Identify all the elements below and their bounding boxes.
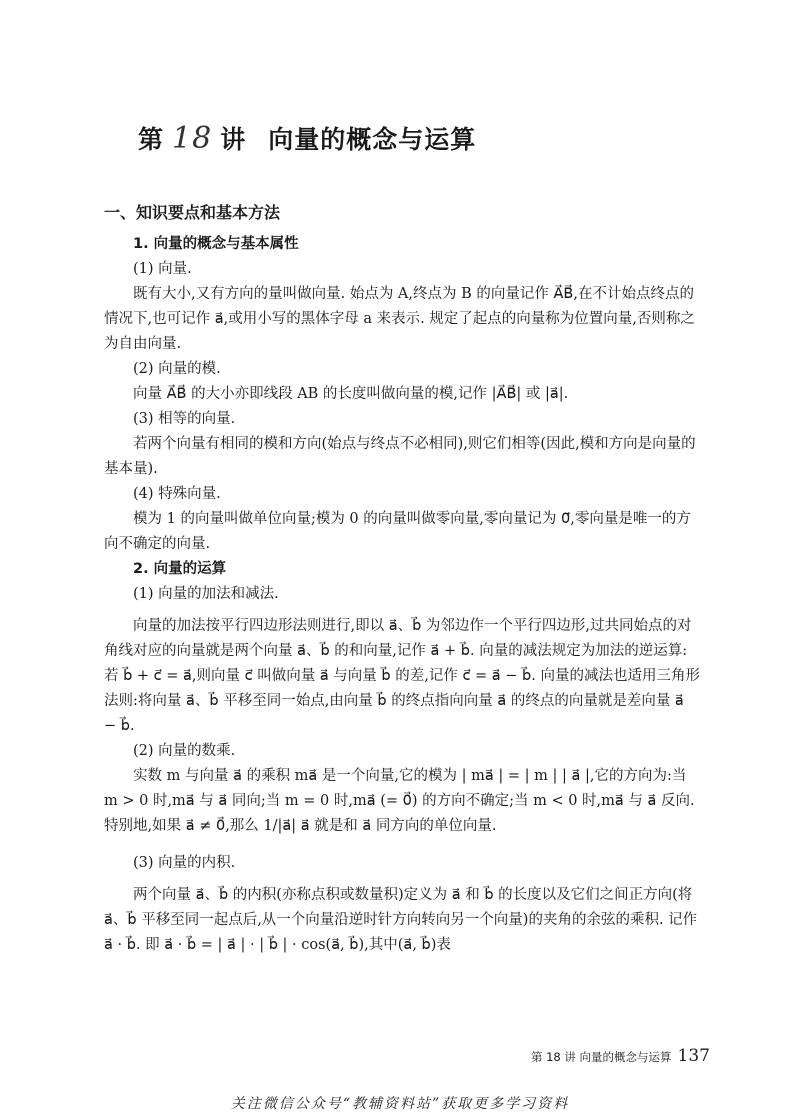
- page-number: 137: [677, 1046, 710, 1066]
- paragraph-addition: 向量的加法按平行四边形法则进行,即以 a⃗、b⃗ 为邻边作一个平行四边形,过共同始点的对角线对应的向量就是两个向量 a⃗、b⃗ 的和向量,记作 a⃗ + b⃗. 向量的减法规定为加法的逆运算:若 b⃗ + c⃗ = a⃗,则向量 c⃗ 叫做向量 a⃗ 与向量 b⃗ 的差,记作 c⃗ = a⃗ − b⃗. 向量的减法也适用三角形法则:将向量 a⃗、b⃗ 平移至同一始点,由向量 b⃗ 的终点指向向量 a⃗ 的终点的向量就是差向量 a⃗ − b⃗.: [104, 618, 700, 734]
- subheading-operations: 2. 向量的运算: [133, 561, 227, 577]
- title-suffix: 讲: [220, 125, 247, 154]
- item-addition: (1) 向量的加法和减法.: [133, 586, 279, 602]
- section-heading: 一、知识要点和基本方法: [104, 203, 281, 222]
- subheading-concept: 1. 向量的概念与基本属性: [133, 236, 299, 252]
- paragraph-scalar-mult: 实数 m 与向量 a⃗ 的乘积 ma⃗ 是一个向量,它的模为 | ma⃗ | = | m | | a⃗ |,它的方向为:当 m > 0 时,ma⃗ 与 a⃗ 同向;当 m = 0 时,ma⃗ (= 0⃗) 的方向不确定;当 m < 0 时,ma⃗ 与 a⃗ 反向. 特别地,如果 a⃗ ≠ 0⃗,那么 1/|a⃗| a⃗ 就是和 a⃗ 同方向的单位向量.: [104, 768, 695, 834]
- item-equal-vectors: (3) 相等的向量.: [133, 411, 236, 427]
- paragraph-equal-vectors: 若两个向量有相同的模和方向(始点与终点不必相同),则它们相等(因此,模和方向是向量的基本量).: [104, 436, 696, 477]
- footer-chapter: 第 18 讲 向量的概念与运算: [530, 1050, 672, 1064]
- chapter-title: [138, 120, 476, 156]
- chapter-number: 18: [172, 121, 213, 156]
- item-inner-product: (3) 向量的内积.: [133, 855, 236, 871]
- bottom-notice: 关注微信公众号“教辅资料站”获取更多学习资料: [230, 1096, 570, 1112]
- chapter-topic: 向量的概念与运算: [268, 125, 477, 154]
- item-modulus: (2) 向量的模.: [133, 361, 221, 377]
- title-prefix: 第: [138, 125, 165, 154]
- body-text: [104, 232, 700, 958]
- item-special-vectors: (4) 特殊向量.: [133, 486, 221, 502]
- page-footer: [531, 1046, 710, 1066]
- paragraph-inner-product: 两个向量 a⃗、b⃗ 的内积(亦称点积或数量积)定义为 a⃗ 和 b⃗ 的长度以及它们之间正方向(将 a⃗、b⃗ 平移至同一起点后,从一个向量沿逆时针方向转向另一个向量)的夹角的余弦的乘积. 记作 a⃗ · b⃗. 即 a⃗ · b⃗ = | a⃗ | · | b⃗ | · cos(a⃗, b⃗),其中(a⃗, b⃗)表: [104, 887, 698, 953]
- item-vector: (1) 向量.: [133, 261, 192, 277]
- paragraph-modulus: 向量 A⃗B⃗ 的大小亦即线段 AB 的长度叫做向量的模,记作 |A⃗B⃗| 或 |a⃗|.: [133, 386, 569, 402]
- paragraph-special-vectors: 模为 1 的向量叫做单位向量;模为 0 的向量叫做零向量,零向量记为 0⃗,零向量是唯一的方向不确定的向量.: [104, 511, 691, 552]
- paragraph-vector-def: 既有大小,又有方向的量叫做向量. 始点为 A,终点为 B 的向量记作 A⃗B⃗,在不计始点终点的情况下,也可记作 a⃗,或用小写的黑体字母 a 来表示. 规定了起点的向量称为位置向量,否则称之为自由向量.: [104, 286, 695, 352]
- item-scalar-mult: (2) 向量的数乘.: [133, 743, 236, 759]
